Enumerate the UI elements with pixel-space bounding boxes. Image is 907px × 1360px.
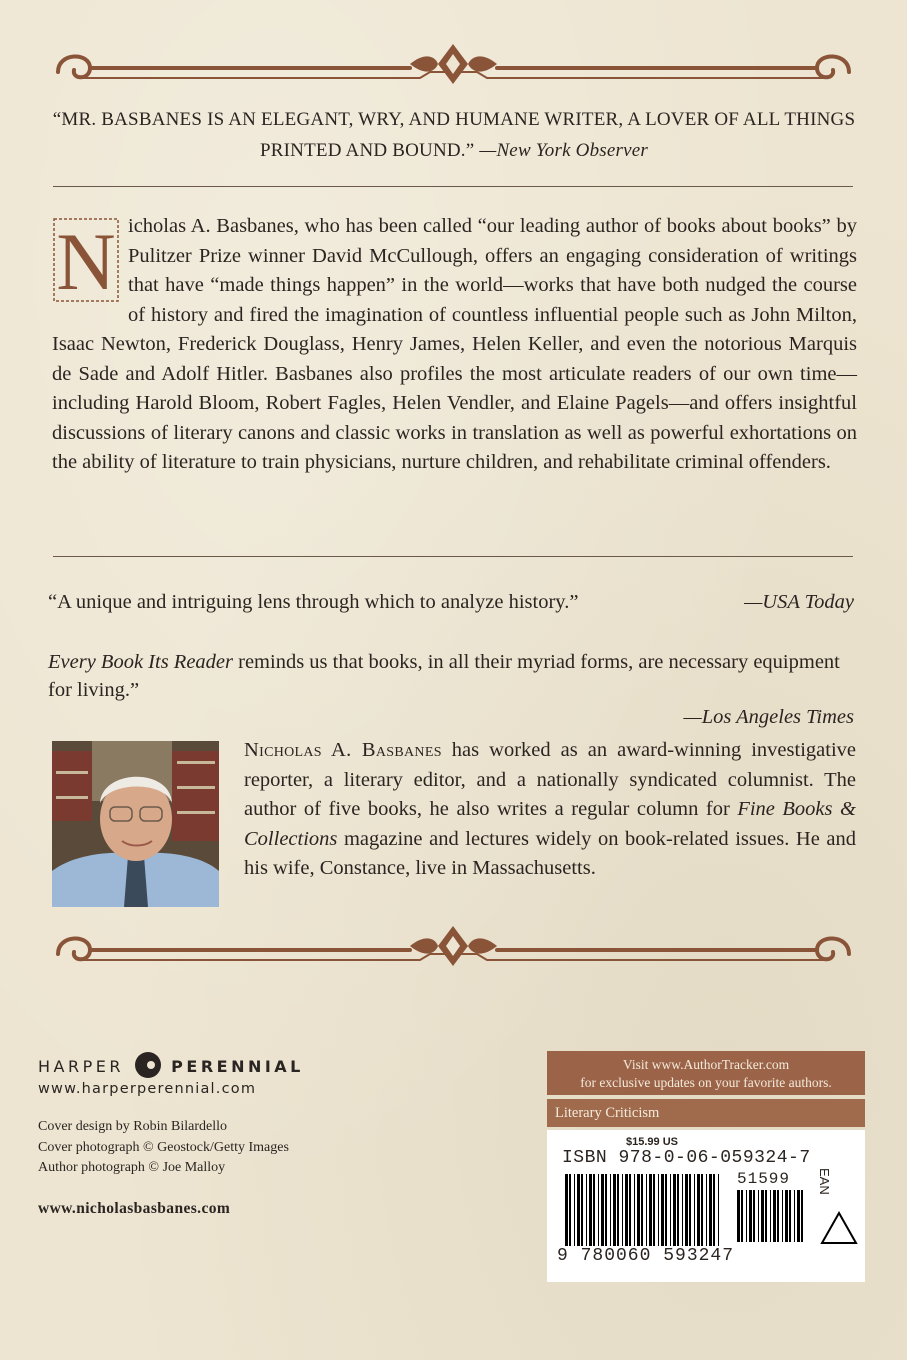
barcode-bar	[801, 1190, 803, 1242]
barcode-bar	[706, 1174, 707, 1246]
barcode-bar	[658, 1174, 659, 1246]
barcode-bar	[670, 1174, 671, 1246]
barcode-bar	[665, 1174, 667, 1246]
author-bio	[244, 736, 856, 884]
addon-barcode	[737, 1190, 803, 1242]
barcode-bar	[685, 1174, 688, 1246]
barcode-bar	[605, 1174, 607, 1246]
barcode-bar	[586, 1174, 587, 1246]
barcode-bar	[682, 1174, 683, 1246]
author-tracker-box	[547, 1051, 865, 1095]
quote-attribution: —Los Angeles Times	[683, 706, 854, 728]
barcode-bar	[569, 1174, 571, 1246]
barcode-bar	[661, 1174, 664, 1246]
category-label: Literary Criticism	[547, 1099, 865, 1127]
barcode-bar	[629, 1174, 631, 1246]
book-title: Every Book Its Reader	[48, 651, 233, 673]
barcode-bar	[718, 1174, 719, 1246]
barcode-bar	[773, 1190, 776, 1242]
isbn: ISBN 978-0-06-059324-7	[562, 1148, 811, 1168]
barcode-bar	[634, 1174, 635, 1246]
barcode-bar	[677, 1174, 679, 1246]
barcode-bar	[794, 1190, 795, 1242]
barcode-bar	[613, 1174, 616, 1246]
barcode-bar	[689, 1174, 691, 1246]
magazine-title: Fine Books & Collections	[244, 798, 856, 850]
tracker-line: for exclusive updates on your favorite authors.	[580, 1075, 832, 1090]
author-name: Nicholas A. Basbanes	[244, 739, 442, 761]
logo-mark-icon	[135, 1052, 161, 1078]
author-photo	[52, 741, 219, 907]
barcode-bar	[741, 1190, 743, 1242]
credit-line: Author photograph © Joe Malloy	[38, 1160, 226, 1175]
barcode-bar	[701, 1174, 703, 1246]
description	[52, 212, 857, 478]
dropcap-letter: N	[56, 217, 116, 303]
barcode-bar	[593, 1174, 595, 1246]
barcode-bar	[622, 1174, 623, 1246]
barcode-bar	[713, 1174, 715, 1246]
barcode-bar	[598, 1174, 599, 1246]
quote-attribution: —USA Today	[744, 591, 854, 613]
barcode-bar	[565, 1174, 568, 1246]
barcode-bar	[737, 1190, 740, 1242]
barcode-bar	[581, 1174, 583, 1246]
top-ornament	[50, 42, 857, 102]
logo-perennial: PERENNIAL	[171, 1057, 304, 1076]
barcode-bar	[646, 1174, 647, 1246]
barcode-bar	[697, 1174, 700, 1246]
barcode-bar	[765, 1190, 767, 1242]
description-text: icholas A. Basbanes, who has been called “our leading author of books about books” by Pulitzer Prize winner David McCullough, offers an engaging consideration of writings that have “made things happen” in the world—works that have both nudged the course of history and fired the imagination of countless influential people such as John Milton, Isaac Newton, Frederick Douglass, Henry James, Helen Keller, and even the notorious Marquis de Sade and Adolf Hitler. Basbanes also profiles the most articulate readers of our own time—including Harold Bloom, Robert Fagles, Helen Vendler, and Elaine Pagels—and offers insightful discussions of literary canons and classic works in translation as well as powerful exhortations on the ability of literature to train physicians, nurture children, and rehabilitate criminal offenders.	[52, 215, 857, 473]
triangle-icon	[819, 1210, 859, 1246]
dropcap-ornament	[52, 217, 120, 303]
barcode-bar	[753, 1190, 755, 1242]
barcode-bar	[649, 1174, 652, 1246]
main-barcode	[565, 1174, 721, 1246]
logo-harper: HARPER	[38, 1057, 124, 1076]
barcode-bar	[610, 1174, 611, 1246]
barcode-bar	[589, 1174, 592, 1246]
quote-usa-today	[48, 588, 854, 616]
barcode-bar	[574, 1174, 575, 1246]
barcode-bar	[653, 1174, 655, 1246]
credit-line: Cover design by Robin Bilardello	[38, 1119, 227, 1134]
barcode-bar	[746, 1190, 747, 1242]
barcode-bar	[777, 1190, 779, 1242]
barcode-bar	[758, 1190, 759, 1242]
barcode-bar	[789, 1190, 791, 1242]
barcode-box	[547, 1130, 865, 1282]
divider	[53, 186, 853, 187]
price: $15.99 US	[626, 1136, 678, 1148]
author-website: www.nicholasbasbanes.com	[38, 1200, 231, 1217]
tracker-line: Visit www.AuthorTracker.com	[622, 1057, 790, 1072]
bottom-ornament	[50, 924, 857, 984]
barcode-bar	[761, 1190, 764, 1242]
barcode-bar	[749, 1190, 752, 1242]
quote-text: “A unique and intriguing lens through which to analyze history.”	[48, 591, 579, 613]
barcode-bar	[617, 1174, 619, 1246]
publisher-logo	[38, 1052, 304, 1078]
barcode-bar	[694, 1174, 695, 1246]
addon-code: 51599	[737, 1170, 791, 1188]
dropcap	[52, 217, 120, 303]
top-quote-attribution: —New York Observer	[479, 140, 648, 161]
credit-line: Cover photograph © Geostock/Getty Images	[38, 1139, 289, 1155]
credits	[38, 1117, 289, 1179]
barcode-bar	[797, 1190, 800, 1242]
divider	[53, 556, 853, 557]
barcode-bar	[785, 1190, 788, 1242]
bio-text-2: magazine and lectures widely on book-related issues. He and his wife, Constance, live in Massachusetts.	[244, 827, 856, 880]
top-quote-text: “MR. BASBANES IS AN ELEGANT, WRY, AND HUMANE WRITER, A LOVER OF ALL THINGS PRINTED AND BOUND.”	[52, 109, 856, 161]
barcode-bar	[709, 1174, 712, 1246]
barcode-bar	[641, 1174, 643, 1246]
top-quote	[52, 104, 856, 166]
quote-text: reminds us that books, in all their myriad forms, are necessary equipment for living.”	[48, 651, 840, 701]
barcode-bar	[601, 1174, 604, 1246]
barcode-bar	[637, 1174, 640, 1246]
barcode-bar	[625, 1174, 628, 1246]
ean-label: EAN	[817, 1168, 832, 1195]
bio-text: has worked as an award-winning investigative reporter, a literary editor, and a nationally syndicated columnist. The author of five books, he also writes a regular column for	[244, 739, 856, 821]
barcode-bar	[673, 1174, 676, 1246]
barcode-bar	[782, 1190, 783, 1242]
quote-la-times	[48, 648, 854, 731]
barcode-digits: 9 780060 593247	[557, 1246, 735, 1266]
barcode-bar	[770, 1190, 771, 1242]
publisher-url: www.harperperennial.com	[38, 1081, 257, 1097]
barcode-bar	[577, 1174, 580, 1246]
